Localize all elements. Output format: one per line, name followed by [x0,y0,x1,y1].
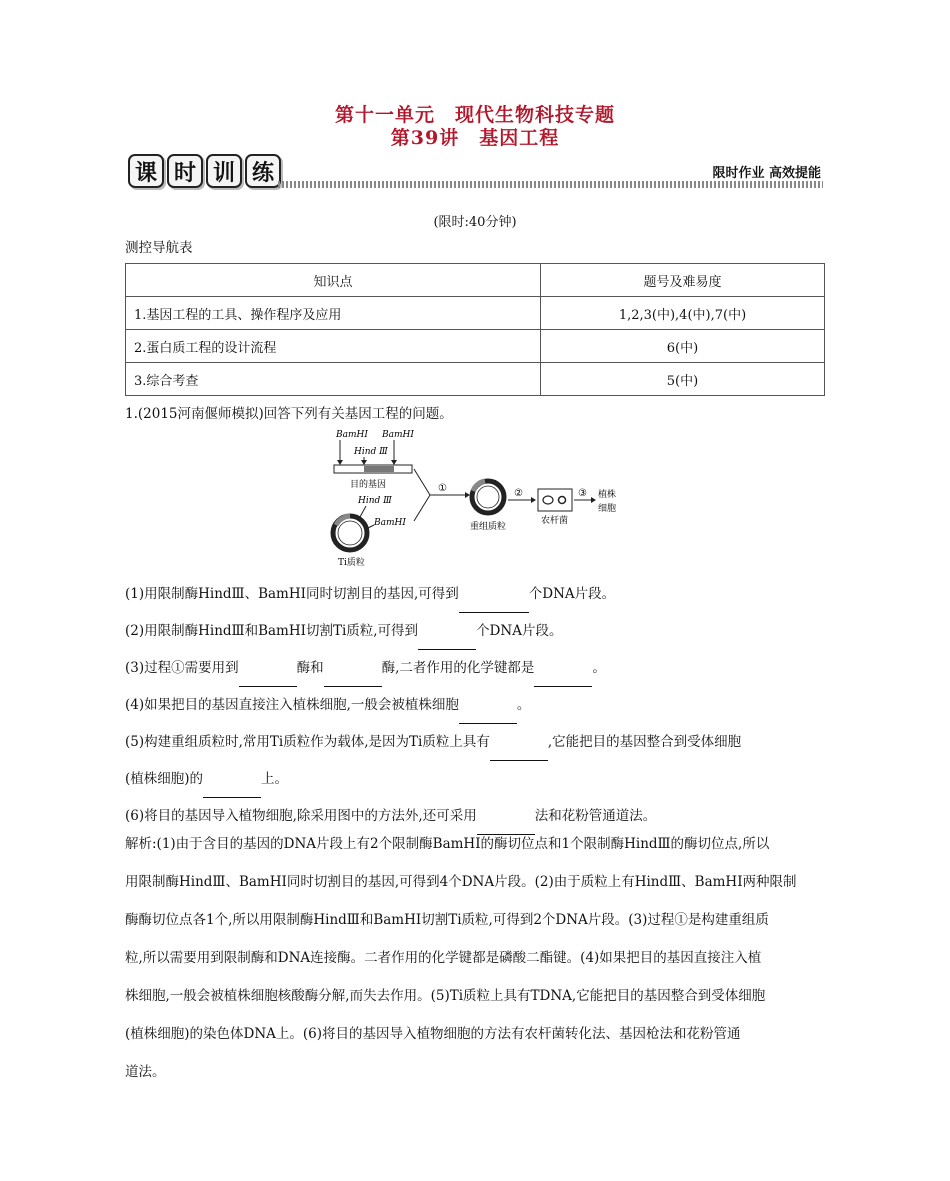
time-limit: (限时:40分钟) [433,215,517,230]
analysis-line: (植株细胞)的染色体DNA上。(6)将目的基因导入植物细胞的方法有农杆菌转化法、基因枪法和花粉管通 [125,1026,741,1042]
answer-blank[interactable] [239,672,297,687]
question-stem: 1.(2015河南偃师模拟)回答下列有关基因工程的问题。 [125,406,453,422]
lesson-title: 第39讲 基因工程 [390,127,560,149]
analysis-line: 粒,所以需要用到限制酶和DNA连接酶。二者作用的化学键都是磷酸二酯键。(4)如果把目的基因直接注入植 [125,950,762,966]
table-row [126,363,825,396]
sub-question: (5)构建重组质粒时,常用Ti质粒作为载体,是因为Ti质粒上具有 ,它能把目的基因整合到受体细胞 [125,724,825,761]
sub-question: (6)将目的基因导入植物细胞,除采用图中的方法外,还可采用 法和花粉管通道法。 [125,798,825,835]
table-cell: 1.基因工程的工具、操作程序及应用 [126,297,541,330]
plasmid-hind-label: Hind Ⅲ [358,496,392,506]
analysis-line: 株细胞,一般会被植株细胞核酸酶分解,而失去作用。(5)Ti质粒上具有TDNA,它能把目的基因整合到受体细胞 [125,988,766,1004]
table-cell: 5(中) [541,363,825,396]
table-cell: 6(中) [541,330,825,363]
target-gene-segment [364,466,394,472]
table-row [126,330,825,363]
answer-blank[interactable] [459,598,529,613]
plasmid-inner [338,521,362,545]
plant-cell-label: 植株 [598,490,617,500]
banner-char: 练 [245,154,281,188]
section-banner [128,154,823,188]
bamhi-label-left: BamHⅠ [336,430,368,440]
bamhi-label-right: BamHⅠ [382,430,414,440]
step1-label: ① [438,483,447,494]
arrow-head [391,460,397,465]
sub-question: (植株细胞)的 上。 [125,761,825,798]
recombinant-inner [477,486,499,508]
table-cell: 2.蛋白质工程的设计流程 [126,330,541,363]
analysis-line: 解析:(1)由于含目的基因的DNA片段上有2个限制酶BamHⅠ的酶切位点和1个限制酶HindⅢ的酶切位点,所以 [125,836,770,852]
nav-table-title: 测控导航表 [125,240,193,256]
arrow-head [531,497,536,503]
navigation-table [125,263,825,396]
recombinant-gene-arc [473,481,485,491]
arrow-line [360,506,366,517]
banner-char: 课 [128,154,164,188]
arrow-head [591,497,596,503]
step2-label: ② [514,488,523,499]
plasmid-bam-label: BamHⅠ [374,518,406,528]
analysis-line: 道法。 [125,1064,166,1080]
answer-blank[interactable] [203,783,261,798]
hind-label: Hind Ⅲ [354,447,388,457]
answer-blank[interactable] [459,709,517,724]
recombinant-label: 重组质粒 [470,522,507,532]
table-header: 知识点 [126,264,541,297]
plant-cell-label: 细胞 [598,504,617,514]
target-gene-label: 目的基因 [350,480,387,490]
banner-char: 时 [167,154,203,188]
banner-char: 训 [206,154,242,188]
table-header-row [126,264,825,297]
sub-questions [125,576,825,835]
analysis-line: 酶酶切位点各1个,所以用限制酶HindⅢ和BamHⅠ切割Ti质粒,可得到2个DNA片段。(3)过程①是构建重组质 [125,912,769,928]
banner-title [128,154,281,188]
answer-blank[interactable] [418,635,476,650]
step3-label: ③ [578,488,587,499]
table-cell: 3.综合考查 [126,363,541,396]
table-header: 题号及难易度 [541,264,825,297]
banner-slogan: 限时作业 高效提能 [712,166,821,181]
converge-line [414,495,430,521]
sub-question: (3)过程①需要用到 酶和 酶,二者作用的化学键都是 。 [125,650,825,687]
sub-question: (4)如果把目的基因直接注入植株细胞,一般会被植株细胞 。 [125,687,825,724]
banner-divider [278,181,823,188]
ti-plasmid-label: Ti质粒 [338,558,365,568]
arrow-head [337,460,343,465]
sub-question: (1)用限制酶HindⅢ、BamHⅠ同时切割目的基因,可得到 个DNA片段。 [125,576,825,613]
answer-blank[interactable] [324,672,382,687]
table-cell: 1,2,3(中),4(中),7(中) [541,297,825,330]
analysis-line: 用限制酶HindⅢ、BamHⅠ同时切割目的基因,可得到4个DNA片段。(2)由于质粒上有HindⅢ、BamHⅠ两种限制 [125,874,797,890]
arrow-head [361,460,367,465]
sub-question: (2)用限制酶HindⅢ和BamHⅠ切割Ti质粒,可得到 个DNA片段。 [125,613,825,650]
agrobacterium-label: 农杆菌 [541,516,569,526]
answer-blank[interactable] [490,746,548,761]
table-row [126,297,825,330]
arrow-head [465,492,470,498]
answer-blank[interactable] [534,672,592,687]
converge-line [414,469,430,495]
analysis [125,825,830,1091]
unit-title: 第十一单元 现代生物科技专题 [334,104,615,126]
gene-engineering-diagram [330,425,640,570]
